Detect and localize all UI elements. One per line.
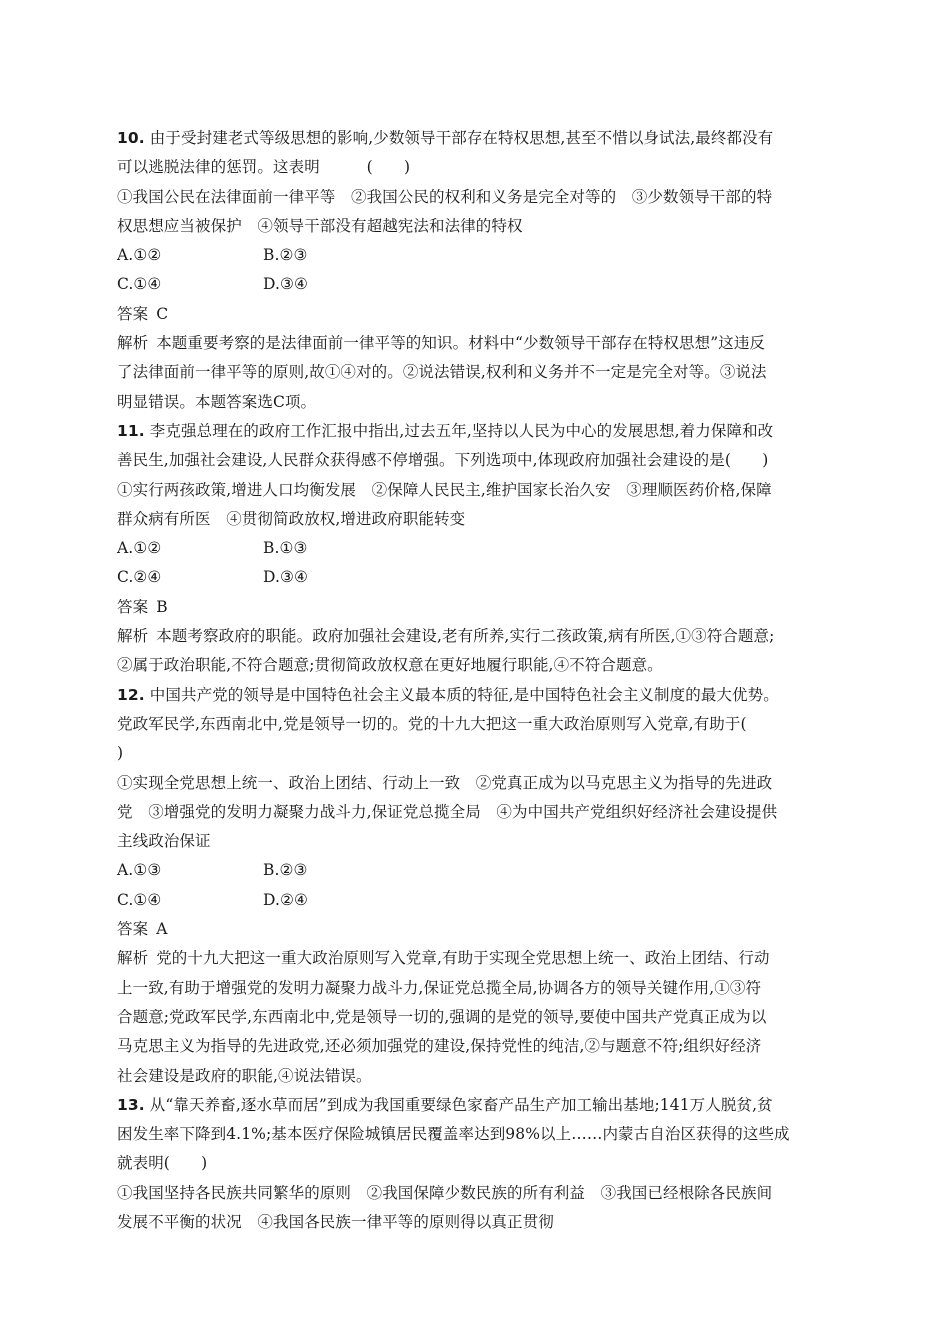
analysis-text: 本题考察政府的职能。政府加强社会建设,老有所养,实行二孩政策,病有所医,①③符合题意;: [156, 627, 775, 646]
option-row: [117, 534, 839, 563]
question-stem: [117, 124, 839, 153]
analysis-label: 解析: [117, 627, 149, 646]
statement-line: ①我国公民在法律面前一律平等 ②我国公民的权利和义务是完全对等的 ③少数领导干部的特: [117, 187, 773, 206]
analysis-line: 社会建设是政府的职能,④说法错误。: [117, 1066, 372, 1085]
analysis-line: [117, 622, 839, 651]
answer-value: C: [156, 304, 169, 323]
analysis-line: 了法律面前一律平等的原则,故①④对的。②说法错误,权利和义务并不一定是完全对等。③说法: [117, 363, 767, 382]
statement-line: ①实现全党思想上统一、政治上团结、行动上一致 ②党真正成为以马克思主义为指导的先进政: [117, 773, 773, 792]
option-d: D.③④: [263, 568, 308, 587]
stem-line: 由于受封建老式等级思想的影响,少数领导干部存在特权思想,甚至不惜以身试法,最终都没有: [149, 129, 774, 147]
option-row: [117, 241, 839, 270]
answer-value: A: [156, 920, 168, 939]
option-a: A.①③: [117, 861, 162, 880]
option-b: B.②③: [263, 246, 308, 265]
statement-line: ①我国坚持各民族共同繁华的原则 ②我国保障少数民族的所有利益 ③我国已经根除各民族间: [117, 1183, 773, 1202]
stem-line: 就表明( ): [117, 1154, 208, 1173]
answer-label: 答案: [117, 597, 149, 616]
statement-line: ①实行两孩政策,增进人口均衡发展 ②保障人民民主,维护国家长治久安 ③理顺医药价格,保障: [117, 480, 772, 499]
answer-label: 答案: [117, 304, 149, 323]
question-stem: [117, 1091, 839, 1120]
question-13: [117, 1091, 839, 1237]
answer-label: 答案: [117, 920, 149, 939]
question-11: [117, 417, 839, 681]
option-b: B.①③: [263, 539, 308, 558]
analysis-label: 解析: [117, 334, 149, 353]
stem-line: 中国共产党的领导是中国特色社会主义最本质的特征,是中国特色社会主义制度的最大优势。: [149, 685, 779, 704]
statement-line: 主线政治保证: [117, 832, 211, 851]
analysis-line: ②属于政治职能,不符合题意;贯彻简政放权意在更好地履行职能,④不符合题意。: [117, 656, 663, 675]
analysis-line: 上一致,有助于增强党的发明力凝聚力战斗力,保证党总揽全局,协调各方的领导关键作用,①③符: [117, 978, 762, 997]
question-stem: [117, 417, 839, 446]
option-d: D.②④: [263, 890, 308, 909]
option-c: C.①④: [117, 275, 162, 294]
answer-line: [117, 915, 839, 944]
question-number: 13.: [117, 1095, 145, 1114]
option-row: [117, 563, 839, 592]
analysis-line: [117, 944, 839, 973]
question-number: 12.: [117, 685, 145, 704]
option-row: [117, 856, 839, 885]
option-d: D.③④: [263, 275, 308, 294]
analysis-text: 本题重要考察的是法律面前一律平等的知识。材料中“少数领导干部存在特权思想”这违反: [156, 334, 766, 353]
analysis-text: 党的十九大把这一重大政治原则写入党章,有助于实现全党思想上统一、政治上团结、行动: [156, 949, 770, 968]
statement-line: 权思想应当被保护 ④领导干部没有超越宪法和法律的特权: [117, 216, 523, 235]
stem-line: 党政军民学,东西南北中,党是领导一切的。党的十九大把这一重大政治原则写入党章,有助于(: [117, 714, 747, 733]
analysis-label: 解析: [117, 949, 149, 968]
option-a: A.①②: [117, 539, 162, 558]
question-number: 11.: [117, 421, 145, 440]
answer-line: [117, 300, 839, 329]
stem-line: 善民生,加强社会建设,人民群众获得感不停增强。下列选项中,体现政府加强社会建设的是( ): [117, 451, 769, 470]
option-c: C.②④: [117, 568, 162, 587]
question-10: [117, 124, 839, 417]
option-row: [117, 886, 839, 915]
question-stem: [117, 681, 839, 710]
analysis-line: [117, 329, 839, 358]
statement-line: 党 ③增强党的发明力凝聚力战斗力,保证党总揽全局 ④为中国共产党组织好经济社会建设提供: [117, 802, 778, 821]
stem-line: 李克强总理在的政府工作汇报中指出,过去五年,坚持以人民为中心的发展思想,着力保障和改: [149, 421, 774, 440]
analysis-line: 马克思主义为指导的先进政党,还必须加强党的建设,保持党性的纯洁,②与题意不符;组织好经济: [117, 1037, 762, 1056]
question-number: 10.: [117, 129, 145, 147]
question-12: [117, 681, 839, 1091]
option-b: B.②③: [263, 861, 308, 880]
option-a: A.①②: [117, 246, 162, 265]
statement-line: 发展不平衡的状况 ④我国各民族一律平等的原则得以真正贯彻: [117, 1212, 554, 1231]
analysis-line: 合题意;党政军民学,东西南北中,党是领导一切的,强调的是党的领导,要使中国共产党真正成为以: [117, 1007, 767, 1026]
document-page: [117, 124, 839, 1237]
answer-value: B: [156, 597, 168, 616]
stem-line: 可以逃脱法律的惩罚。这表明 ( ): [117, 158, 411, 177]
option-c: C.①④: [117, 890, 162, 909]
stem-line: 从“靠天养畜,逐水草而居”到成为我国重要绿色家畜产品生产加工输出基地;141万人脱贫,贫: [149, 1095, 773, 1114]
stem-line: ): [117, 744, 124, 763]
analysis-line: 明显错误。本题答案选C项。: [117, 392, 317, 411]
statement-line: 群众病有所医 ④贯彻简政放权,增进政府职能转变: [117, 509, 466, 528]
answer-line: [117, 593, 839, 622]
stem-line: 困发生率下降到4.1%;基本医疗保险城镇居民覆盖率达到98%以上……内蒙古自治区获得的这些成: [117, 1125, 790, 1144]
option-row: [117, 270, 839, 299]
